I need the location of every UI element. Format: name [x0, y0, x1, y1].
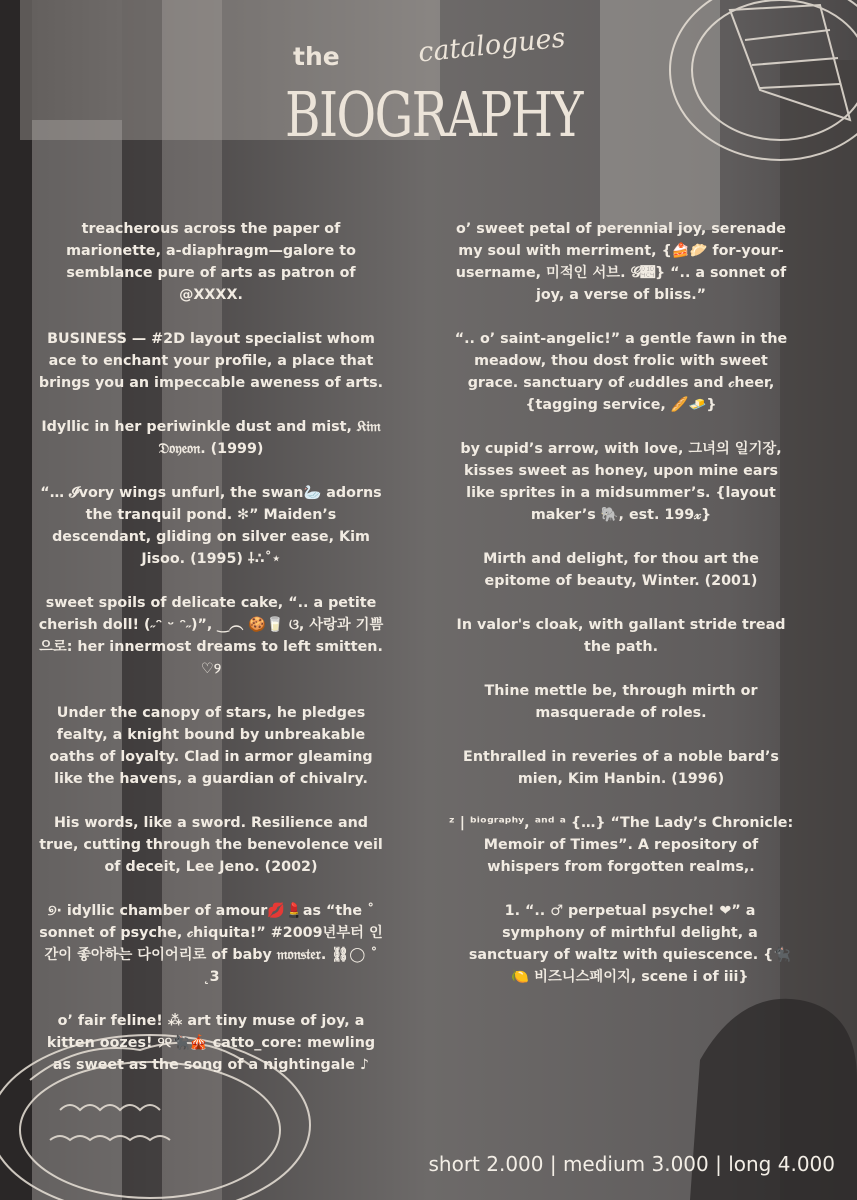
- left-paragraph-3: Idyllic in her periwinkle dust and mist, 𝔎𝔦𝔪 𝔇𝔬𝔶𝔢𝔬𝔫. (1999): [41, 419, 381, 457]
- left-paragraph-4: “… 𝓘vory wings unfurl, the swan🦢 adorns the tranquil pond. ✻” Maiden’s descendant, gliding on silver ease, Kim Jisoo. (1995) ⸸∴˚⋆: [40, 485, 382, 567]
- right-paragraph-4: Mirth and delight, for thou art the epitome of beauty, Winter. (2001): [483, 551, 759, 589]
- right-column: [448, 218, 794, 1010]
- mirror-frame: [600, 0, 720, 230]
- left-column: [38, 218, 384, 1098]
- right-paragraph-8: ᶻ | ᵇⁱᵒᵍʳᵃᵖʰʸ, ᵃⁿᵈ ᵃ {…} “The Lady’s Chronicle: Memoir of Times”. A repository of whispers from forgotten realms,.: [448, 815, 794, 875]
- title-script: catalogues: [416, 22, 567, 69]
- title-prefix: the: [293, 42, 340, 71]
- right-list-item-1: 1. “.. ♂ perpetual psyche! ❤” a symphony of mirthful delight, a sanctuary of waltz with quiescence. {🐈‍⬛🍋 비즈니스페이지, scene i of iii}: [468, 903, 792, 985]
- left-paragraph-2: BUSINESS — #2D layout specialist whom ace to enchant your profile, a place that brings you an impeccable aweness of arts.: [38, 331, 384, 391]
- left-paragraph-7: His words, like a sword. Resilience and true, cutting through the benevolence veil of deceit, Lee Jeno. (2002): [39, 815, 383, 875]
- left-paragraph-1: treacherous across the paper of marionette, a-diaphragm—galore to semblance pure of arts as patron of @XXXX.: [66, 221, 356, 303]
- pricing-line: short 2.000 | medium 3.000 | long 4.000: [428, 1152, 835, 1176]
- frame-dark-edge: [0, 0, 32, 1200]
- left-paragraph-8: ୭· idyllic chamber of amour💋💄as “the ˚ sonnet of psyche, 𝒸hiquita!” #2009년부터 인간이 좋아하는 다이어리로 of baby 𝔪𝔬𝔫𝔰𝔱𝔢𝔯. ⛓︎◯ ˚ ˛3: [39, 903, 383, 985]
- right-paragraph-3: by cupid’s arrow, with love, 그녀의 일기장, kisses sweet as honey, upon mine ears like sprites in a midsummer’s. {layout maker’s 🐘, est. 199𝓍}: [460, 441, 782, 523]
- left-paragraph-6: Under the canopy of stars, he pledges fealty, a knight bound by unbreakable oaths of loyalty. Clad in armor gleaming like the havens, a guardian of chivalry.: [49, 705, 373, 787]
- right-paragraph-1: o’ sweet petal of perennial joy, serenade my soul with merriment, {🍰🥟 for-your-username, 미적인 서브. 𝒢𝓄} “.. a sonnet of joy, a verse of bliss.”: [455, 221, 787, 303]
- right-paragraph-5: In valor's cloak, with gallant stride tread the path.: [456, 617, 786, 655]
- right-paragraph-2: “.. o’ saint-angelic!” a gentle fawn in the meadow, thou dost frolic with sweet grace. sanctuary of 𝒸uddles and 𝒸heer, {tagging service, 🥖🧈}: [454, 331, 788, 413]
- left-paragraph-5: sweet spoils of delicate cake, “.. a petite cherish doll! (˶ᵔ ᵕ ᵔ˶)”, ‿︵ 🍪🥛 ଓ, 사랑과 기쁨으로: her innermost dreams to left smitten. ♡୨: [38, 595, 384, 677]
- right-paragraph-6: Thine mettle be, through mirth or masquerade of roles.: [484, 683, 758, 721]
- left-paragraph-9: o’ fair feline! ⁂ art tiny muse of joy, a kitten oozes! ୨୧🐈‍⬛🎪 catto_core: mewling as sweet as the song of a nightingale ♪: [46, 1013, 376, 1073]
- right-paragraph-7: Enthralled in reveries of a noble bard’s mien, Kim Hanbin. (1996): [463, 749, 779, 787]
- page-title: BIOGRAPHY: [285, 78, 582, 151]
